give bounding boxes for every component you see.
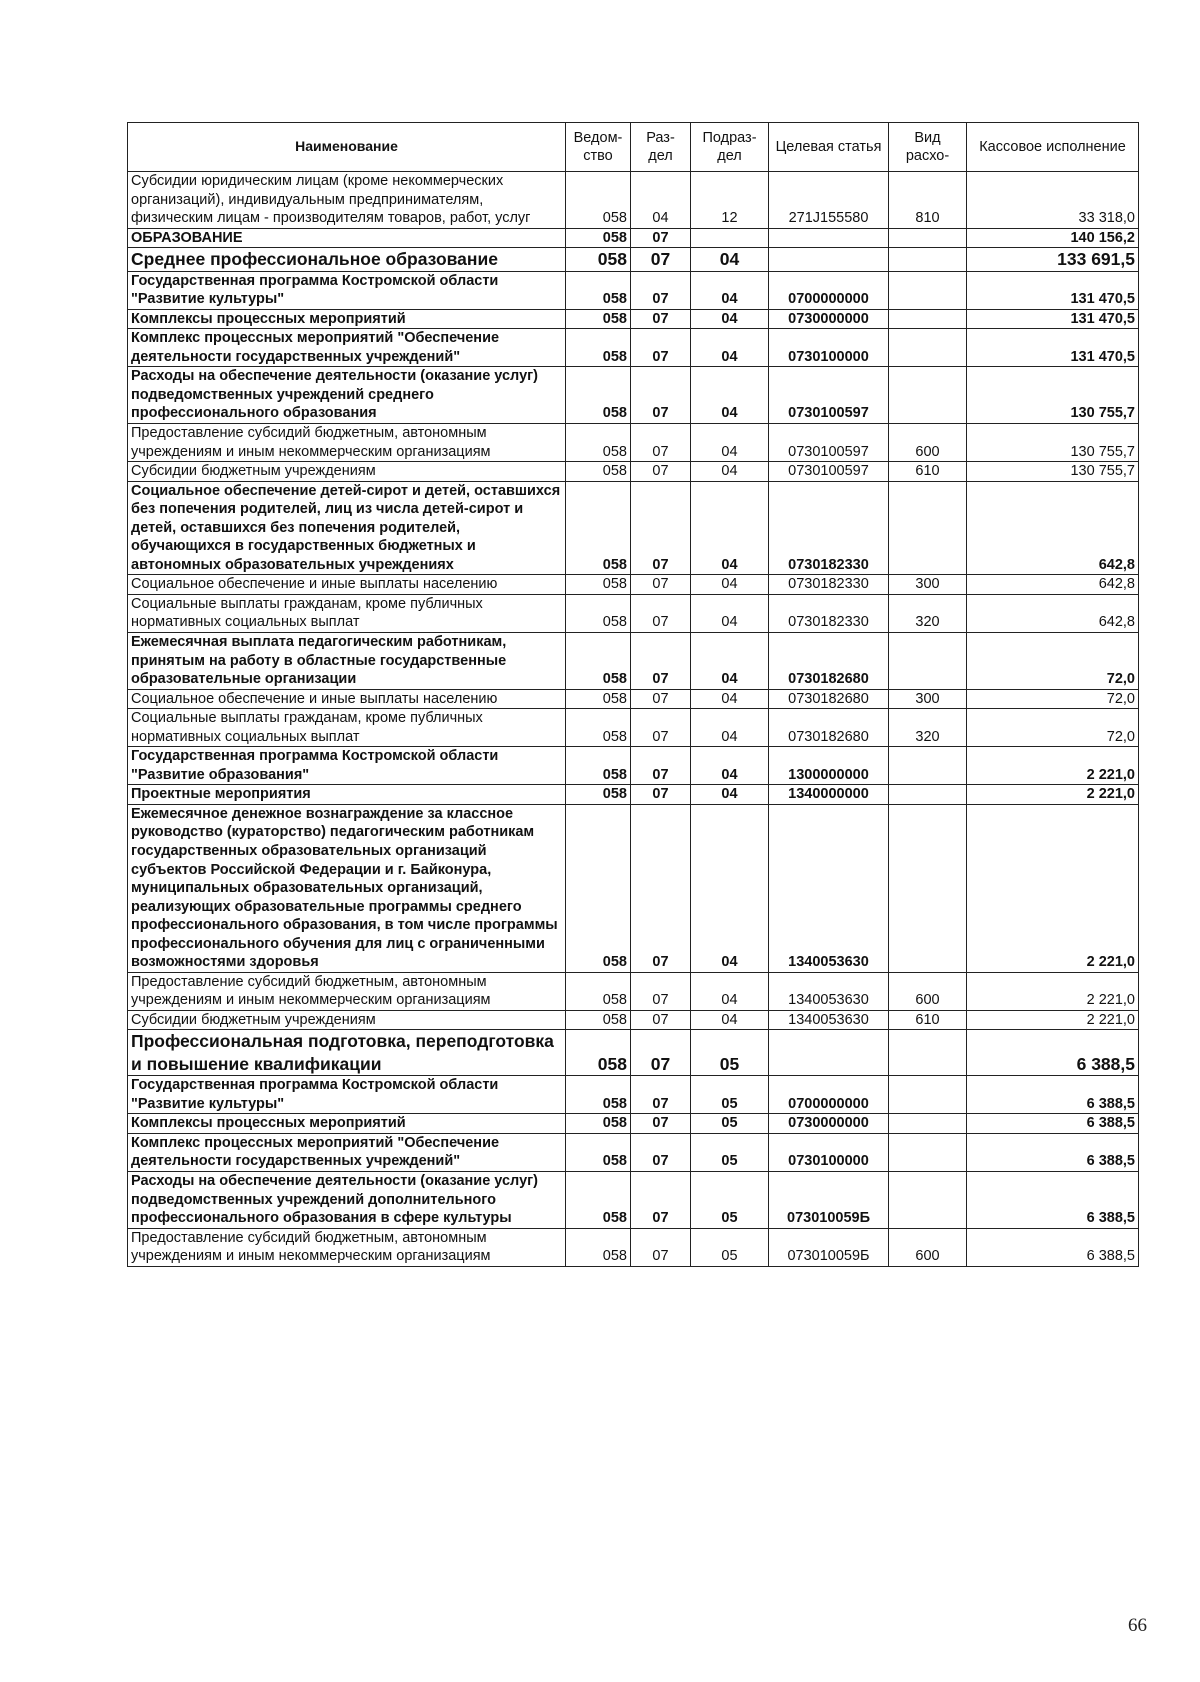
budget-table <box>127 122 1139 1267</box>
cell-vedomstvo: 058 <box>566 423 631 461</box>
cell-razdel: 07 <box>631 632 691 689</box>
table-row <box>128 423 1139 461</box>
cell-podrazdel: 05 <box>691 1171 769 1228</box>
cell-razdel: 04 <box>631 172 691 229</box>
cell-vid: 300 <box>889 689 967 709</box>
cell-tselevaya: 0700000000 <box>769 1076 889 1114</box>
cell-vid: 600 <box>889 423 967 461</box>
cell-podrazdel: 04 <box>691 747 769 785</box>
cell-razdel: 07 <box>631 1010 691 1030</box>
table-row <box>128 1076 1139 1114</box>
cell-vid <box>889 1076 967 1114</box>
cell-vid <box>889 1030 967 1076</box>
cell-vedomstvo: 058 <box>566 462 631 482</box>
cell-kassovoe: 133 691,5 <box>967 248 1139 271</box>
table-row <box>128 271 1139 309</box>
table-row <box>128 329 1139 367</box>
cell-vedomstvo: 058 <box>566 632 631 689</box>
cell-tselevaya <box>769 1030 889 1076</box>
cell-kassovoe: 140 156,2 <box>967 228 1139 248</box>
cell-vid <box>889 228 967 248</box>
table-row <box>128 1114 1139 1134</box>
cell-vid: 320 <box>889 594 967 632</box>
cell-name: Государственная программа Костромской области "Развитие культуры" <box>128 271 566 309</box>
cell-podrazdel: 04 <box>691 632 769 689</box>
cell-vedomstvo: 058 <box>566 1030 631 1076</box>
cell-name: Комплексы процессных мероприятий <box>128 309 566 329</box>
cell-vid <box>889 1114 967 1134</box>
cell-tselevaya: 0730100597 <box>769 462 889 482</box>
table-header-row <box>128 123 1139 172</box>
cell-vedomstvo: 058 <box>566 1133 631 1171</box>
cell-vid: 610 <box>889 1010 967 1030</box>
cell-vid <box>889 1133 967 1171</box>
cell-vedomstvo: 058 <box>566 481 631 575</box>
cell-podrazdel <box>691 228 769 248</box>
cell-razdel: 07 <box>631 423 691 461</box>
cell-tselevaya <box>769 228 889 248</box>
cell-name: Профессиональная подготовка, переподготовка и повышение квалификации <box>128 1030 566 1076</box>
table-row <box>128 462 1139 482</box>
cell-kassovoe: 642,8 <box>967 594 1139 632</box>
cell-kassovoe: 6 388,5 <box>967 1030 1139 1076</box>
cell-kassovoe: 72,0 <box>967 632 1139 689</box>
cell-tselevaya: 073010059Б <box>769 1171 889 1228</box>
cell-kassovoe: 642,8 <box>967 575 1139 595</box>
cell-tselevaya: 0730100597 <box>769 423 889 461</box>
cell-tselevaya: 0730100000 <box>769 329 889 367</box>
cell-tselevaya: 1300000000 <box>769 747 889 785</box>
cell-kassovoe: 130 755,7 <box>967 423 1139 461</box>
table-row <box>128 1133 1139 1171</box>
cell-tselevaya: 0730182330 <box>769 594 889 632</box>
cell-kassovoe: 131 470,5 <box>967 309 1139 329</box>
cell-vid <box>889 481 967 575</box>
cell-podrazdel: 04 <box>691 271 769 309</box>
header-vid: Вид расхо- <box>889 123 967 172</box>
cell-kassovoe: 130 755,7 <box>967 367 1139 424</box>
cell-razdel: 07 <box>631 367 691 424</box>
cell-razdel: 07 <box>631 481 691 575</box>
header-podrazdel: Подраз-дел <box>691 123 769 172</box>
cell-vid <box>889 329 967 367</box>
cell-name: Ежемесячная выплата педагогическим работникам, принятым на работу в областные государственные образовательные организации <box>128 632 566 689</box>
table-row <box>128 228 1139 248</box>
cell-kassovoe: 6 388,5 <box>967 1228 1139 1266</box>
cell-vedomstvo: 058 <box>566 172 631 229</box>
cell-name: Государственная программа Костромской области "Развитие культуры" <box>128 1076 566 1114</box>
cell-tselevaya: 0730000000 <box>769 1114 889 1134</box>
cell-vedomstvo: 058 <box>566 1114 631 1134</box>
cell-vid <box>889 785 967 805</box>
table-body <box>128 172 1139 1267</box>
cell-tselevaya: 1340053630 <box>769 804 889 972</box>
cell-tselevaya: 1340053630 <box>769 1010 889 1030</box>
cell-vid: 600 <box>889 1228 967 1266</box>
table-row <box>128 785 1139 805</box>
table-row <box>128 1010 1139 1030</box>
header-razdel: Раз-дел <box>631 123 691 172</box>
cell-razdel: 07 <box>631 594 691 632</box>
table-row <box>128 172 1139 229</box>
cell-kassovoe: 33 318,0 <box>967 172 1139 229</box>
cell-razdel: 07 <box>631 1114 691 1134</box>
cell-name: Предоставление субсидий бюджетным, автономным учреждениям и иным некоммерческим организациям <box>128 1228 566 1266</box>
cell-tselevaya: 0730182680 <box>769 689 889 709</box>
cell-vid: 320 <box>889 709 967 747</box>
cell-kassovoe: 6 388,5 <box>967 1076 1139 1114</box>
cell-podrazdel: 04 <box>691 972 769 1010</box>
cell-name: Предоставление субсидий бюджетным, автономным учреждениям и иным некоммерческим организациям <box>128 423 566 461</box>
cell-kassovoe: 2 221,0 <box>967 747 1139 785</box>
cell-podrazdel: 04 <box>691 689 769 709</box>
cell-podrazdel: 04 <box>691 481 769 575</box>
cell-podrazdel: 04 <box>691 594 769 632</box>
cell-razdel: 07 <box>631 228 691 248</box>
cell-razdel: 07 <box>631 462 691 482</box>
cell-razdel: 07 <box>631 271 691 309</box>
cell-vedomstvo: 058 <box>566 972 631 1010</box>
cell-vedomstvo: 058 <box>566 1010 631 1030</box>
cell-tselevaya: 073010059Б <box>769 1228 889 1266</box>
table-row <box>128 709 1139 747</box>
table-row <box>128 481 1139 575</box>
table-row <box>128 689 1139 709</box>
header-tselevaya: Целевая статья <box>769 123 889 172</box>
cell-vid <box>889 367 967 424</box>
cell-name: Ежемесячное денежное вознаграждение за классное руководство (кураторство) педагогическим работникам государственных образовательных организаций субъектов Российской Федерации и г. Байконура, муниципальных образовательных организаций, реализующих образовательные программы среднего профессионального образования, в том числе программы профессионального обучения для лиц с ограниченными возможностями здоровья <box>128 804 566 972</box>
cell-razdel: 07 <box>631 709 691 747</box>
cell-name: Социальные выплаты гражданам, кроме публичных нормативных социальных выплат <box>128 709 566 747</box>
cell-vid: 600 <box>889 972 967 1010</box>
cell-podrazdel: 04 <box>691 785 769 805</box>
table-row <box>128 309 1139 329</box>
cell-vedomstvo: 058 <box>566 271 631 309</box>
cell-razdel: 07 <box>631 1030 691 1076</box>
cell-vedomstvo: 058 <box>566 248 631 271</box>
cell-podrazdel: 04 <box>691 329 769 367</box>
cell-podrazdel: 04 <box>691 309 769 329</box>
cell-kassovoe: 72,0 <box>967 689 1139 709</box>
cell-vedomstvo: 058 <box>566 1076 631 1114</box>
cell-podrazdel: 05 <box>691 1114 769 1134</box>
table-row <box>128 594 1139 632</box>
cell-podrazdel: 05 <box>691 1133 769 1171</box>
cell-razdel: 07 <box>631 1076 691 1114</box>
cell-razdel: 07 <box>631 575 691 595</box>
cell-tselevaya: 1340000000 <box>769 785 889 805</box>
header-name: Наименование <box>128 123 566 172</box>
cell-podrazdel: 05 <box>691 1030 769 1076</box>
cell-kassovoe: 6 388,5 <box>967 1114 1139 1134</box>
cell-kassovoe: 2 221,0 <box>967 1010 1139 1030</box>
cell-vedomstvo: 058 <box>566 1171 631 1228</box>
cell-kassovoe: 2 221,0 <box>967 972 1139 1010</box>
cell-razdel: 07 <box>631 747 691 785</box>
cell-razdel: 07 <box>631 329 691 367</box>
cell-podrazdel: 05 <box>691 1076 769 1114</box>
cell-tselevaya: 0730100597 <box>769 367 889 424</box>
cell-name: Комплексы процессных мероприятий <box>128 1114 566 1134</box>
cell-name: ОБРАЗОВАНИЕ <box>128 228 566 248</box>
cell-tselevaya: 0700000000 <box>769 271 889 309</box>
cell-kassovoe: 6 388,5 <box>967 1133 1139 1171</box>
cell-razdel: 07 <box>631 785 691 805</box>
cell-vedomstvo: 058 <box>566 709 631 747</box>
cell-tselevaya: 0730182330 <box>769 481 889 575</box>
cell-vedomstvo: 058 <box>566 228 631 248</box>
cell-name: Расходы на обеспечение деятельности (оказание услуг) подведомственных учреждений дополнительного профессионального образования в сфере культуры <box>128 1171 566 1228</box>
table-row <box>128 1030 1139 1076</box>
cell-vid <box>889 309 967 329</box>
cell-kassovoe: 6 388,5 <box>967 1171 1139 1228</box>
cell-razdel: 07 <box>631 1133 691 1171</box>
cell-tselevaya: 1340053630 <box>769 972 889 1010</box>
cell-name: Государственная программа Костромской области "Развитие образования" <box>128 747 566 785</box>
cell-name: Социальные выплаты гражданам, кроме публичных нормативных социальных выплат <box>128 594 566 632</box>
cell-name: Социальное обеспечение и иные выплаты населению <box>128 689 566 709</box>
cell-kassovoe: 130 755,7 <box>967 462 1139 482</box>
cell-vedomstvo: 058 <box>566 785 631 805</box>
cell-vedomstvo: 058 <box>566 1228 631 1266</box>
table-row <box>128 972 1139 1010</box>
cell-vid <box>889 804 967 972</box>
cell-kassovoe: 642,8 <box>967 481 1139 575</box>
cell-razdel: 07 <box>631 972 691 1010</box>
cell-name: Социальное обеспечение и иные выплаты населению <box>128 575 566 595</box>
cell-name: Среднее профессиональное образование <box>128 248 566 271</box>
cell-vedomstvo: 058 <box>566 747 631 785</box>
cell-razdel: 07 <box>631 689 691 709</box>
table-row <box>128 632 1139 689</box>
table-row <box>128 1228 1139 1266</box>
table-row <box>128 804 1139 972</box>
cell-name: Проектные мероприятия <box>128 785 566 805</box>
page-number: 66 <box>1128 1615 1147 1636</box>
cell-vid: 300 <box>889 575 967 595</box>
table-row <box>128 367 1139 424</box>
cell-tselevaya: 271J155580 <box>769 172 889 229</box>
header-kassovoe: Кассовое исполнение <box>967 123 1139 172</box>
cell-vedomstvo: 058 <box>566 594 631 632</box>
header-vedomstvo: Ведом-ство <box>566 123 631 172</box>
cell-podrazdel: 04 <box>691 575 769 595</box>
cell-razdel: 07 <box>631 1228 691 1266</box>
cell-tselevaya: 0730100000 <box>769 1133 889 1171</box>
cell-name: Комплекс процессных мероприятий "Обеспечение деятельности государственных учреждений" <box>128 1133 566 1171</box>
cell-tselevaya <box>769 248 889 271</box>
table-row <box>128 1171 1139 1228</box>
cell-tselevaya: 0730182330 <box>769 575 889 595</box>
cell-kassovoe: 2 221,0 <box>967 785 1139 805</box>
table-row <box>128 248 1139 271</box>
cell-vedomstvo: 058 <box>566 575 631 595</box>
cell-vedomstvo: 058 <box>566 329 631 367</box>
cell-vedomstvo: 058 <box>566 804 631 972</box>
cell-vid: 610 <box>889 462 967 482</box>
cell-vid <box>889 271 967 309</box>
cell-name: Субсидии юридическим лицам (кроме некоммерческих организаций), индивидуальным предпринимателям, физическим лицам - производителям товаров, работ, услуг <box>128 172 566 229</box>
cell-razdel: 07 <box>631 248 691 271</box>
cell-name: Субсидии бюджетным учреждениям <box>128 1010 566 1030</box>
cell-kassovoe: 131 470,5 <box>967 329 1139 367</box>
cell-name: Предоставление субсидий бюджетным, автономным учреждениям и иным некоммерческим организациям <box>128 972 566 1010</box>
cell-kassovoe: 131 470,5 <box>967 271 1139 309</box>
cell-name: Субсидии бюджетным учреждениям <box>128 462 566 482</box>
cell-tselevaya: 0730000000 <box>769 309 889 329</box>
cell-name: Комплекс процессных мероприятий "Обеспечение деятельности государственных учреждений" <box>128 329 566 367</box>
cell-podrazdel: 05 <box>691 1228 769 1266</box>
cell-podrazdel: 04 <box>691 423 769 461</box>
cell-podrazdel: 04 <box>691 462 769 482</box>
cell-vid <box>889 248 967 271</box>
table-row <box>128 575 1139 595</box>
cell-vid <box>889 747 967 785</box>
cell-vedomstvo: 058 <box>566 309 631 329</box>
cell-vid <box>889 632 967 689</box>
cell-vedomstvo: 058 <box>566 367 631 424</box>
cell-podrazdel: 04 <box>691 1010 769 1030</box>
table-row <box>128 747 1139 785</box>
cell-vid: 810 <box>889 172 967 229</box>
cell-razdel: 07 <box>631 1171 691 1228</box>
cell-vedomstvo: 058 <box>566 689 631 709</box>
cell-razdel: 07 <box>631 804 691 972</box>
cell-kassovoe: 2 221,0 <box>967 804 1139 972</box>
cell-name: Расходы на обеспечение деятельности (оказание услуг) подведомственных учреждений среднего профессионального образования <box>128 367 566 424</box>
cell-name: Социальное обеспечение детей-сирот и детей, оставшихся без попечения родителей, лиц из числа детей-сирот и детей, оставшихся без попечения родителей, обучающихся в государственных бюджетных и автономных образовательных учреждениях <box>128 481 566 575</box>
cell-podrazdel: 04 <box>691 248 769 271</box>
cell-podrazdel: 04 <box>691 367 769 424</box>
cell-vid <box>889 1171 967 1228</box>
cell-podrazdel: 12 <box>691 172 769 229</box>
cell-podrazdel: 04 <box>691 804 769 972</box>
cell-kassovoe: 72,0 <box>967 709 1139 747</box>
cell-tselevaya: 0730182680 <box>769 709 889 747</box>
cell-podrazdel: 04 <box>691 709 769 747</box>
cell-razdel: 07 <box>631 309 691 329</box>
cell-tselevaya: 0730182680 <box>769 632 889 689</box>
